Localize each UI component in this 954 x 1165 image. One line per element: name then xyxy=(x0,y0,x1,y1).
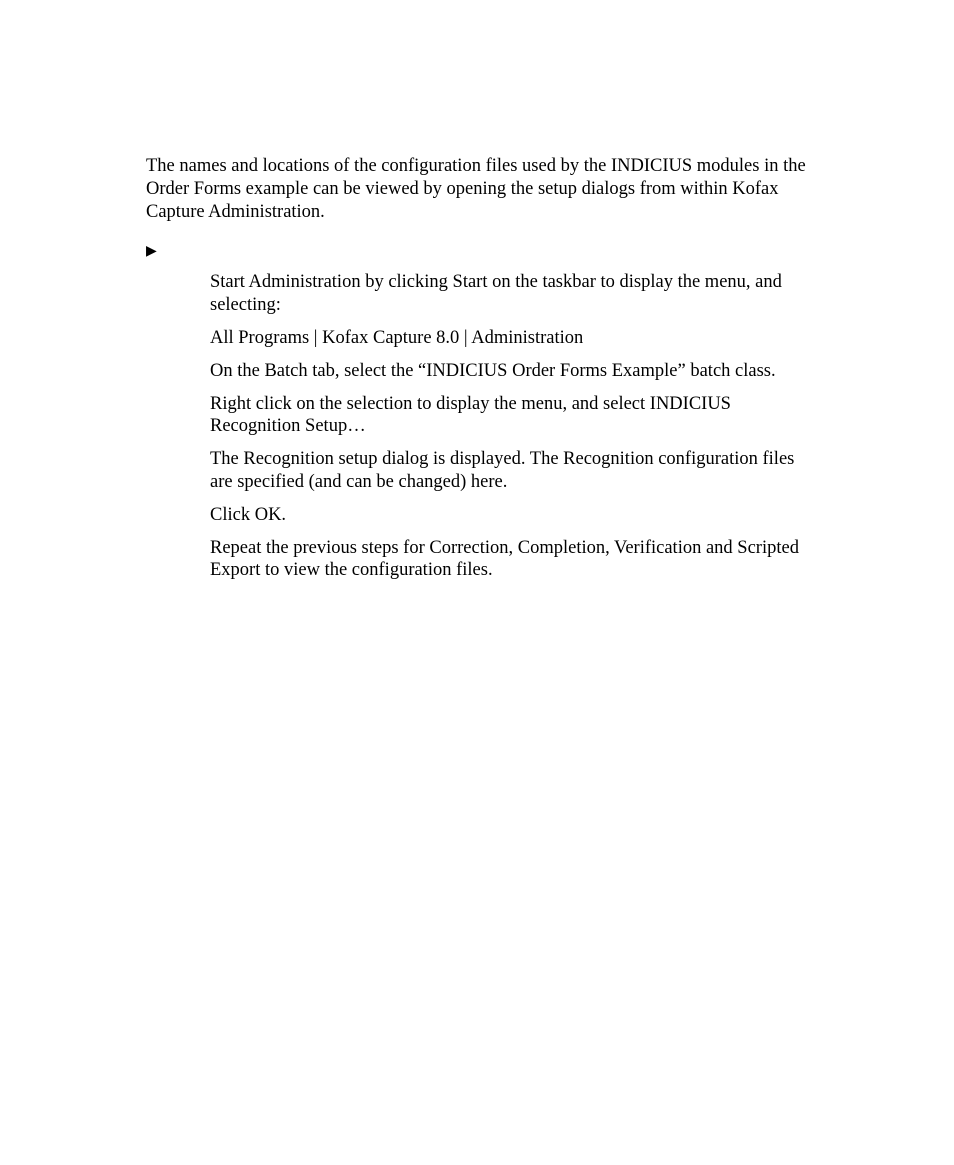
step-menu-path: All Programs | Kofax Capture 8.0 | Administration xyxy=(210,327,584,348)
step-click-ok: Click OK. xyxy=(210,504,287,525)
step-open-recognition-setup: Right click on the selection to display the menu, and select INDICIUS Recognition Setup… xyxy=(210,393,731,436)
procedure-arrow-icon: ▶ xyxy=(146,243,157,259)
step-start-administration: Start Administration by clicking Start on the taskbar to display the menu, and selecting: xyxy=(210,272,782,315)
intro-paragraph: The names and locations of the configuration files used by the INDICIUS modules in the Order Forms example can be viewed by opening the setup dialogs from within Kofax Capture Administration. xyxy=(146,156,806,222)
procedure-steps xyxy=(210,271,820,592)
step-select-batch-class: On the Batch tab, select the “INDICIUS Order Forms Example” batch class. xyxy=(210,360,776,381)
step-dialog-displayed: The Recognition setup dialog is displayed. The Recognition configuration files are specified (and can be changed) here. xyxy=(210,449,795,492)
step-repeat-for-modules: Repeat the previous steps for Correction, Completion, Verification and Scripted Export to view the configuration files. xyxy=(210,537,799,580)
